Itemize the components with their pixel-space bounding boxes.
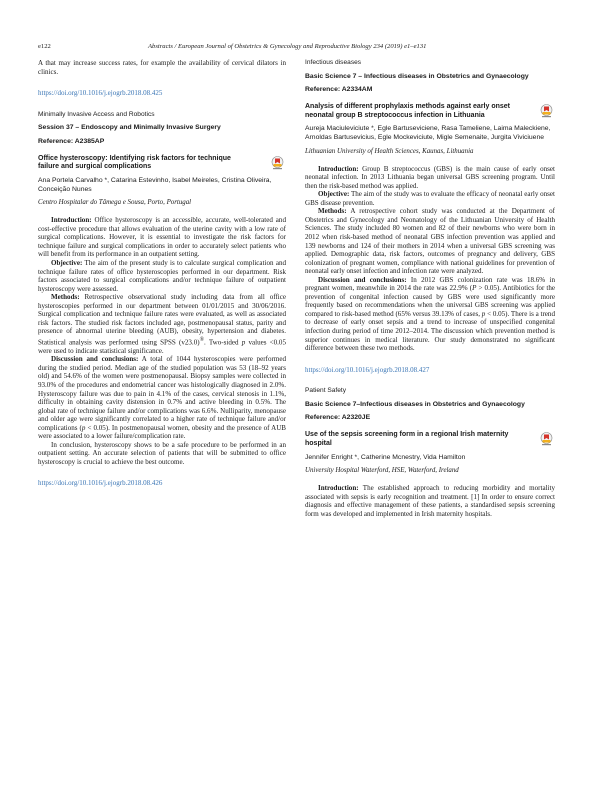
abstract-conclusion: In conclusion, hysteroscopy shows to be a safe procedure to be performed in an outpatient setting. An accurate selection of patients that will be submitted to office hysteroscopy is crucial to achieve the best outcome. [38,440,286,466]
discussion-label: Discussion and conclusions: [51,355,139,364]
article-title-row [38,155,286,172]
p-symbol: P [472,284,477,293]
abstract-introduction [305,484,555,518]
continuation-text: A that may increase success rates, for example the availability of cervical dilators in clinics. [38,59,286,76]
methods-text-2: . Two-sided [204,338,242,347]
abstract-objective [38,259,286,293]
p-symbol: p [81,423,86,432]
introduction-label: Introduction: [318,164,359,173]
discussion-text: In 2012 GBS colonization rate was 18.6% in pregnant women, meanwhile in 2014 the rate was 22.9% ( [305,275,555,293]
abstract-methods [38,293,286,355]
doi-link-426[interactable]: https://doi.org/10.1016/j.ejogrb.2018.08.426 [38,479,163,488]
right-column [305,59,555,518]
left-column [38,59,286,488]
abstract-discussion [38,355,286,440]
abstract-methods [305,207,555,275]
article-title-row [305,103,555,120]
doi-link-427[interactable]: https://doi.org/10.1016/j.ejogrb.2018.08.427 [305,365,430,374]
abstract-objective [305,190,555,207]
methods-text: Retrospective observational study including data from all office hysteroscopies performed in our department between 01/01/2015 and 30/06/2016. Surgical complication and technique failure rates were evaluated, as well as associated risk factors. The studied risk factors included age, postmenopausal status, parity and presence of abnormal uterine bleeding (AUB), obesity, hypertension and diabetes. Statistical analysis was performed using SPSS (v23.0) [38,293,286,347]
session-heading: Session 37 – Endoscopy and Minimally Invasive Surgery [38,124,221,132]
introduction-label: Introduction: [318,484,359,493]
reference-code: Reference: A2320JE [305,414,371,422]
methods-label: Methods: [318,207,347,216]
crossmark-icon[interactable] [271,156,284,171]
article-title: Analysis of different prophylaxis methods against early onset neonatal group B streptococcus infection in Lithuania [305,103,510,119]
objective-text: The aim of the present study is to calculate surgical complication and technique failure rates of office hysteroscopies performed in our department. Risk factors associated to surgical complications and/or technique failure of outpatient hysteroscopy were assessed. [38,258,286,293]
session-heading: Basic Science 7 – Infectious diseases in Obstetrics and Gynaecology [305,72,529,80]
introduction-text: The established approach to reducing morbidity and mortality associated with sepsis is early recognition and treatment. [1] In order to ensure correct diagnosis and effective management of these patients, a standardised sepsis screening form was developed and implemented in Irish maternity hospitals. [305,484,555,518]
discussion-text-3: < 0.05). There is a trend to decrease of early onset sepsis and a trend to increase of unspecified congenital infection during period of time 2012–2014. The discussion which prevention method is superior continues in medical literature. Our study demonstrated no significant difference between these two methods. [305,309,555,353]
affiliation: Lithuanian University of Health Sciences, Kaunas, Lithuania [305,147,474,155]
doi-link-425[interactable]: https://doi.org/10.1016/j.ejogrb.2018.08.425 [38,89,163,98]
objective-label: Objective: [318,190,350,199]
article-title: Office hysteroscopy: Identifying risk factors for technique failure and surgical complications [38,154,231,171]
p-symbol: p [241,338,246,347]
objective-text: The aim of the study was to evaluate the efficacy of neonatal early onset GBS disease prevention. [305,190,555,207]
section-label: Patient Safety [305,387,347,395]
reference-code: Reference: A2334AM [305,86,373,94]
introduction-label: Introduction: [51,216,92,225]
session-heading: Basic Science 7–Infectious diseases in Obstetrics and Gynaecology [305,400,525,408]
objective-label: Objective: [51,258,83,267]
discussion-text-2: < 0.05). In postmenopausal women, obesity and the presence of AUB were associated to a lower failure/complication rate. [38,423,286,441]
crossmark-icon[interactable] [540,432,553,447]
discussion-text: A total of 1044 hysteroscopies were performed during the studied period. Median age of the studied population was 53 (18–92 years old) and 54.6% of the women were postmenopausal. Biopsy samples were collected in 93.0% of the procedures and endometrial cancer was histologically diagnosed in 2.0%. Hysteroscopy failure was due to pain in 4.1% of the cases, cervical stenosis in 1.1%, difficulty in obtaining cavity distension in 0.7% and active bleeding in 0.5%. The global rate of technique failure and/or complications was 6.6%. Nulliparity, menopause and older age were significantly correlated to a higher rate of technique failure and/or complications ( [38,355,287,432]
abstract-discussion [305,276,555,353]
reference-code: Reference: A2385AP [38,137,105,145]
p-symbol: p [481,309,486,318]
discussion-label: Discussion and conclusions: [318,275,407,284]
introduction-text: Office hysteroscopy is an accessible, accurate, well-tolerated and cost-effective procedure that allows evaluation of the uterine cavity with a low rate of surgical complications. However, it is essential to investigate the risk factors for technique failure and surgical complications in order to accurately select patients who will benefit from its performance in an outpatient setting. [38,216,286,259]
methods-text-3: values <0.05 were used to indicate statistical significance. [38,338,286,355]
crossmark-icon[interactable] [540,104,553,119]
abstract-introduction [305,165,555,191]
author-list: Jennifer Enright *, Catherine Mcnestry, Vida Hamilton [305,453,466,461]
article-title-row [305,431,555,448]
author-list: Aureja Maciuleviciute *, Egle Bartuseviciene, Rasa Tameliene, Laima Maleckiene, Arnoldas Bartusevicius, Egle Mockeviciute, Migle Semenaite, Jurgita Viviciuene [305,125,551,141]
section-label: Infectious diseases [305,59,362,66]
discussion-text-2: > 0.05). Antibiotics for the prevention of congenital infection caused by GBS were used significantly more frequently based on recommendations when the universal GBS screening was applied compared to risk-based method (65% versus 39.13% of cases, [305,284,555,318]
introduction-text: Group B streptococcus (GBS) is the main cause of early onset neonatal infection. In 2013 Lithuania began universal GBS screening program. Until then the risk-based method was applied. [305,164,555,190]
journal-running-title: Abstracts / European Journal of Obstetrics & Gynecology and Reproductive Biology 234 (2019) e1–e131 [148,43,427,50]
author-list: Ana Portela Carvalho *, Catarina Estevinho, Isabel Meireles, Cristina Oliveira, Conceição Nunes [38,176,272,193]
methods-text: A retrospective cohort study was conducted at the Department of Obstetrics and Gynecology and Neonatology of the Lithuanian University of Health Sciences. The study included 80 women and 82 of their newborns who were born in 2012 when risk-based method of neonatal GBS infection prevention was applied and 139 newborns and 124 of their mothers in 2014 when a universal GBS screening was applied. Demographic data, risk factors, outcomes of pregnancy and delivery, GBS colonization of pregnant women, compliance with national guidelines for prevention of neonatal early onset infection and infection rate were analyzed. [305,207,555,276]
abstract-introduction [38,216,286,259]
page-number: e122 [38,43,51,50]
affiliation: University Hospital Waterford, HSE, Waterford, Ireland [305,467,459,475]
methods-label: Methods: [51,293,80,302]
registered-mark: ® [199,336,205,343]
affiliation: Centro Hospitalar do Tâmega e Sousa, Porto, Portugal [38,199,192,207]
article-title: Use of the sepsis screening form in a regional Irish maternity hospital [305,431,509,447]
page-header [38,43,562,55]
section-label: Minimally Invasive Access and Robotics [38,110,155,118]
